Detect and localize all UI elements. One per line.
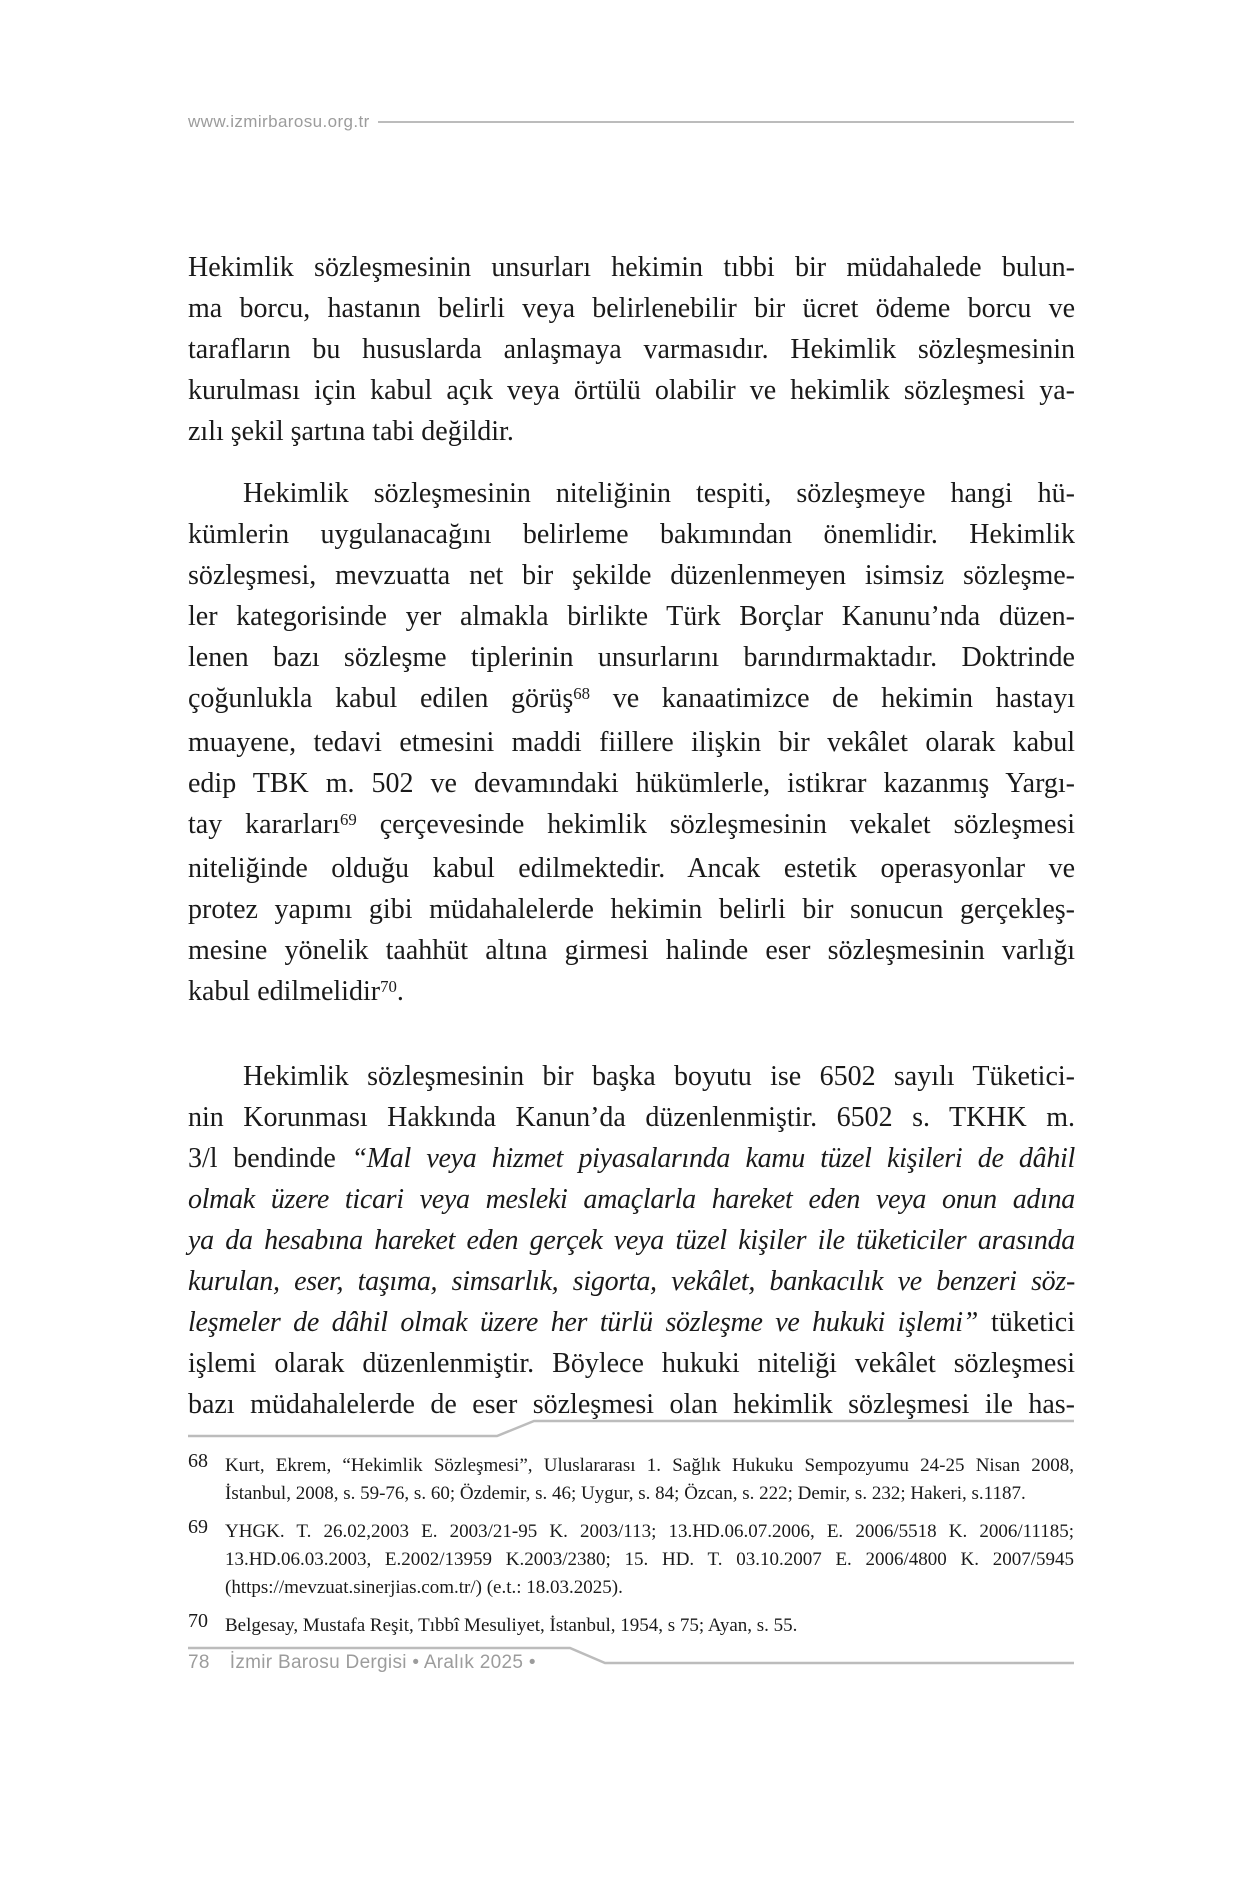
- text-line: zılı şekil şartına tabi değildir.: [188, 416, 514, 447]
- text-line: leşmeler de dâhil olmak üzere her türlü sözleşme ve hukuki işlemi” tüketici: [188, 1307, 1075, 1338]
- paragraph: [188, 1056, 1075, 1425]
- text-line: Hekimlik sözleşmesinin bir başka boyutu ise 6502 sayılı Tüketici-: [243, 1061, 1075, 1092]
- paragraph: [188, 247, 1075, 452]
- article-body: [188, 247, 1075, 1425]
- text-line: ma borcu, hastanın belirli veya belirlenebilir bir ücret ödeme borcu ve: [188, 293, 1075, 324]
- footnote-number: 70: [188, 1610, 208, 1632]
- page-number: 78: [188, 1652, 210, 1673]
- text-line: sözleşmesi, mevzuatta net bir şekilde düzenlenmeyen isimsiz sözleşme-: [188, 560, 1075, 591]
- footnotes-section: [188, 1452, 1074, 1640]
- text-line: protez yapımı gibi müdahalelerde hekimin belirli bir sonucun gerçekleş-: [188, 894, 1075, 925]
- footnote-line: Kurt, Ekrem, “Hekimlik Sözleşmesi”, Uluslararası 1. Sağlık Hukuku Sempozyumu 24-25 Nisan 2008,: [225, 1455, 1074, 1476]
- footnote: [188, 1518, 1074, 1602]
- text-line: ya da hesabına hareket eden gerçek veya tüzel kişiler ile tüketiciler arasında: [188, 1225, 1075, 1256]
- header-rule: [378, 121, 1074, 123]
- footnote-line: 13.HD.06.03.2003, E.2002/13959 K.2003/2380; 15. HD. T. 03.10.2007 E. 2006/4800 K. 2007/5945: [225, 1549, 1074, 1570]
- footnote-line: (https://mevzuat.sinerjias.com.tr/) (e.t.: 18.03.2025).: [225, 1577, 623, 1598]
- footnote-number: 68: [188, 1450, 208, 1472]
- footnote-reference: 69: [340, 809, 357, 829]
- text-line: tarafların bu hususlarda anlaşmaya varmasıdır. Hekimlik sözleşmesinin: [188, 334, 1075, 365]
- text-line: kümlerin uygulanacağını belirleme bakımından önemlidir. Hekimlik: [188, 519, 1075, 550]
- footnote-divider: [185, 1416, 1077, 1440]
- journal-title: İzmir Barosu Dergisi • Aralık 2025 •: [229, 1652, 536, 1673]
- paragraph: [188, 473, 1075, 1015]
- text-line: kabul edilmelidir$^{70}$.: [188, 976, 404, 1007]
- website-url: www.izmirbarosu.org.tr: [188, 112, 370, 131]
- text-line: Hekimlik sözleşmesinin niteliğinin tespiti, sözleşmeye hangi hü-: [243, 478, 1075, 509]
- text-line: çoğunlukla kabul edilen görüş$^{68}$ ve kanaatimizce de hekimin hastayı: [188, 683, 1075, 714]
- footnote-number: 69: [188, 1516, 208, 1538]
- text-line: 3/l bendinde “Mal veya hizmet piyasalarında kamu tüzel kişileri de dâhil: [188, 1143, 1075, 1174]
- text-line: lenen bazı sözleşme tiplerinin unsurlarını barındırmaktadır. Doktrinde: [188, 642, 1075, 673]
- text-line: niteliğinde olduğu kabul edilmektedir. Ancak estetik operasyonlar ve: [188, 853, 1075, 884]
- text-line: muayene, tedavi etmesini maddi fiillere ilişkin bir vekâlet olarak kabul: [188, 727, 1075, 758]
- footnote: [188, 1452, 1074, 1508]
- footnote-line: İstanbul, 2008, s. 59-76, s. 60; Özdemir, s. 46; Uygur, s. 84; Özcan, s. 222; Demir, s. 232; Hakeri, s.1187.: [225, 1483, 1026, 1504]
- footnote-reference: 70: [380, 976, 397, 996]
- text-line: mesine yönelik taahhüt altına girmesi halinde eser sözleşmesinin varlığı: [188, 935, 1075, 966]
- page-header: [188, 112, 1074, 132]
- text-line: tay kararları$^{69}$ çerçevesinde hekimlik sözleşmesinin vekalet sözleşmesi: [188, 809, 1075, 840]
- footnote-line: YHGK. T. 26.02,2003 E. 2003/21-95 K. 2003/113; 13.HD.06.07.2006, E. 2006/5518 K. 2006/11185;: [225, 1521, 1074, 1542]
- text-line: olmak üzere ticari veya mesleki amaçlarla hareket eden veya onun adına: [188, 1184, 1075, 1215]
- text-line: kurulan, eser, taşıma, simsarlık, sigorta, vekâlet, bankacılık ve benzeri söz-: [188, 1266, 1075, 1297]
- text-line: Hekimlik sözleşmesinin unsurları hekimin tıbbi bir müdahalede bulun-: [188, 252, 1075, 283]
- text-line: ler kategorisinde yer almakla birlikte Türk Borçlar Kanunu’nda düzen-: [188, 601, 1075, 632]
- text-line: kurulması için kabul açık veya örtülü olabilir ve hekimlik sözleşmesi ya-: [188, 375, 1075, 406]
- text-line: işlemi olarak düzenlenmiştir. Böylece hukuki niteliği vekâlet sözleşmesi: [188, 1348, 1075, 1379]
- footnote-line: Belgesay, Mustafa Reşit, Tıbbî Mesuliyet, İstanbul, 1954, s 75; Ayan, s. 55.: [225, 1615, 798, 1636]
- page-footer: [188, 1652, 536, 1674]
- text-line: bazı müdahalelerde de eser sözleşmesi olan hekimlik sözleşmesi ile has-: [188, 1389, 1075, 1420]
- footnote-reference: 68: [573, 683, 591, 703]
- footnote: [188, 1612, 1074, 1640]
- text-line: nin Korunması Hakkında Kanun’da düzenlenmiştir. 6502 s. TKHK m.: [188, 1102, 1075, 1133]
- text-line: edip TBK m. 502 ve devamındaki hükümlerle, istikrar kazanmış Yargı-: [188, 768, 1075, 799]
